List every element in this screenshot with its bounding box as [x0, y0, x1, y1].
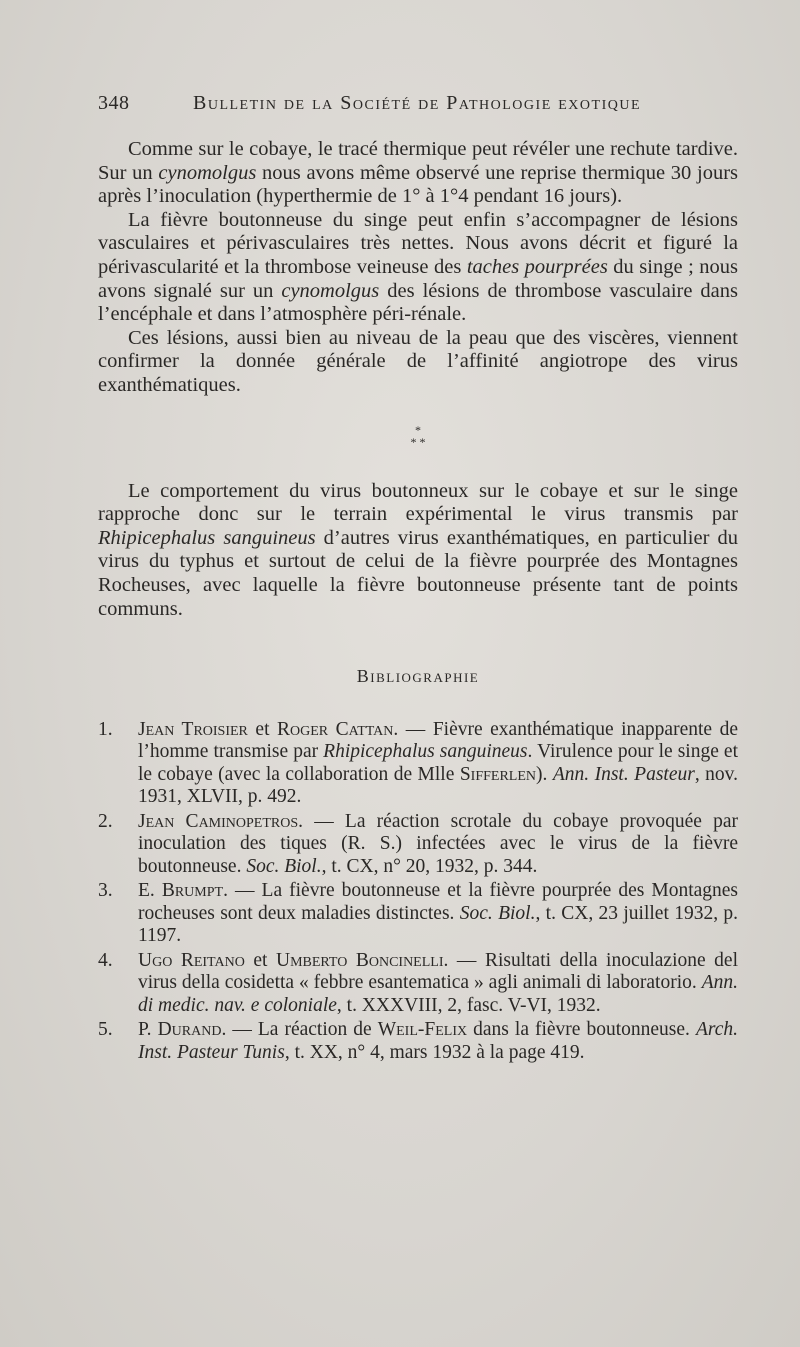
- text-run: . — La réaction scrotale du cobaye provoquée par inoculation des tiques (R. S.) infectées avec le virus de la fièvre boutonneuse.: [138, 810, 738, 877]
- italic-text: Ann. Inst. Pasteur: [552, 763, 695, 785]
- text-run: . — La fièvre boutonneuse et la fièvre pourprée des Montagnes rocheuses sont deux maladies distinctes.: [138, 880, 739, 924]
- italic-text: Arch. Inst. Pasteur Tunis: [138, 1019, 739, 1063]
- text-run: , t. XX, n° 4, mars 1932 à la page 419.: [284, 1041, 585, 1063]
- text-run: La fièvre boutonneuse du singe peut enfin s’accompagner de lésions vasculaires et périvasculaires très nettes. Nous avons décrit et figuré la périvascularité et la thrombose veineuse des: [98, 208, 738, 278]
- section-separator: [98, 424, 738, 448]
- separator-star-top: *: [415, 422, 421, 437]
- text-run: ).: [536, 763, 553, 785]
- paragraph: [98, 209, 738, 327]
- italic-text: Rhipicephalus sanguineus: [98, 526, 316, 549]
- italic-text: Soc. Biol.: [459, 902, 536, 924]
- paragraph: [98, 327, 738, 398]
- text-run: . — Risultati della inoculazione del virus della cosidetta « febbre esantematica » agli animali di laboratorio.: [138, 949, 739, 994]
- author-name: E. Brumpt: [138, 880, 224, 902]
- text-run: , nov. 1931, XLVII, p. 492.: [138, 763, 739, 808]
- italic-text: Soc. Biol.: [246, 855, 322, 877]
- text-run: des lésions de thrombose vasculaire dans l’encéphale et dans l’atmosphère péri-rénale.: [98, 279, 738, 326]
- text-run: . — Fièvre exanthématique inapparente de l’homme transmise par: [138, 718, 738, 763]
- text-run: , t. XXXVIII, 2, fasc. V-VI, 1932.: [336, 994, 601, 1016]
- text-run: Le comportement du virus boutonneux sur le cobaye et sur le singe rapproche donc sur le terrain expérimental le virus transmis par: [98, 479, 738, 526]
- bibliography-entry: [98, 880, 738, 948]
- author-name: Roger Cattan: [277, 718, 394, 740]
- entry-number: 1.: [98, 718, 113, 740]
- paragraph: [98, 138, 738, 209]
- italic-text: cynomolgus: [158, 161, 257, 184]
- author-name: Ugo Reitano: [138, 949, 245, 971]
- entry-number: 2.: [98, 810, 113, 832]
- body-text: [98, 138, 738, 1066]
- entry-number: 4.: [98, 949, 113, 971]
- separator-star-bottom: * *: [410, 434, 426, 449]
- text-run: , t. CX, 23 juillet 1932, p. 1197.: [138, 902, 739, 947]
- text-run: , t. CX, n° 20, 1932, p. 344.: [321, 855, 538, 877]
- author-name: Sifferlen: [459, 763, 537, 785]
- entry-text: [138, 811, 738, 877]
- text-run: . Virulence pour le singe et le cobaye (avec la collaboration de Mlle: [138, 741, 738, 785]
- italic-text: Ann. di medic. nav. e coloniale: [138, 972, 738, 1016]
- italic-text: Rhipicephalus sanguineus: [323, 741, 528, 763]
- bibliography-title: Bibliographie: [356, 666, 480, 687]
- entry-text: [138, 1019, 738, 1063]
- entry-number: 3.: [98, 880, 113, 902]
- italic-text: cynomolgus: [281, 279, 380, 302]
- text-run: dans la fièvre boutonneuse.: [467, 1019, 696, 1041]
- text-run: nous avons même observé une reprise thermique 30 jours après l’inoculation (hyperthermie de 1° à 1°4 pendant 16 jours).: [98, 161, 738, 208]
- entry-text: [138, 719, 738, 808]
- text-run: et: [247, 718, 277, 740]
- author-name: Jean Troisier: [138, 718, 248, 740]
- bibliography-entry: [98, 1019, 738, 1064]
- entry-number: 5.: [98, 1019, 113, 1041]
- bibliography-entry: [98, 719, 738, 809]
- text-run: Comme sur le cobaye, le tracé thermique peut révéler une rechute tardive. Sur un: [98, 138, 738, 184]
- text-run: . — La réaction de: [221, 1019, 378, 1041]
- page-number: 348: [98, 92, 130, 114]
- text-run: d’autres virus exanthématiques, en particulier du virus du typhus et surtout de celui de la fièvre pourprée des Montagnes Rocheuses, avec laquelle la fièvre boutonneuse présente tant de points communs.: [98, 526, 738, 620]
- text-run: et: [244, 949, 276, 971]
- text-run: Ces lésions, aussi bien au niveau de la peau que des viscères, viennent confirmer la donnée générale de l’affinité angiotrope des virus exanthématiques.: [98, 326, 738, 396]
- author-name: P. Durand: [138, 1019, 222, 1041]
- author-name: Umberto Boncinelli: [275, 949, 444, 971]
- running-header: [98, 92, 718, 115]
- entry-text: [138, 880, 738, 946]
- bibliography-list: [98, 719, 738, 1065]
- text-run: du singe ; nous avons signalé sur un: [98, 255, 738, 302]
- bibliography-entry: [98, 811, 738, 879]
- running-title: Bulletin de la Société de Pathologie exotique: [193, 92, 642, 114]
- italic-text: taches pourprées: [466, 255, 608, 278]
- entry-text: [138, 950, 738, 1016]
- paragraph: [98, 480, 738, 622]
- author-name: Jean Caminopetros: [138, 810, 299, 832]
- author-name: Weil-Felix: [377, 1019, 468, 1041]
- bibliography-entry: [98, 950, 738, 1018]
